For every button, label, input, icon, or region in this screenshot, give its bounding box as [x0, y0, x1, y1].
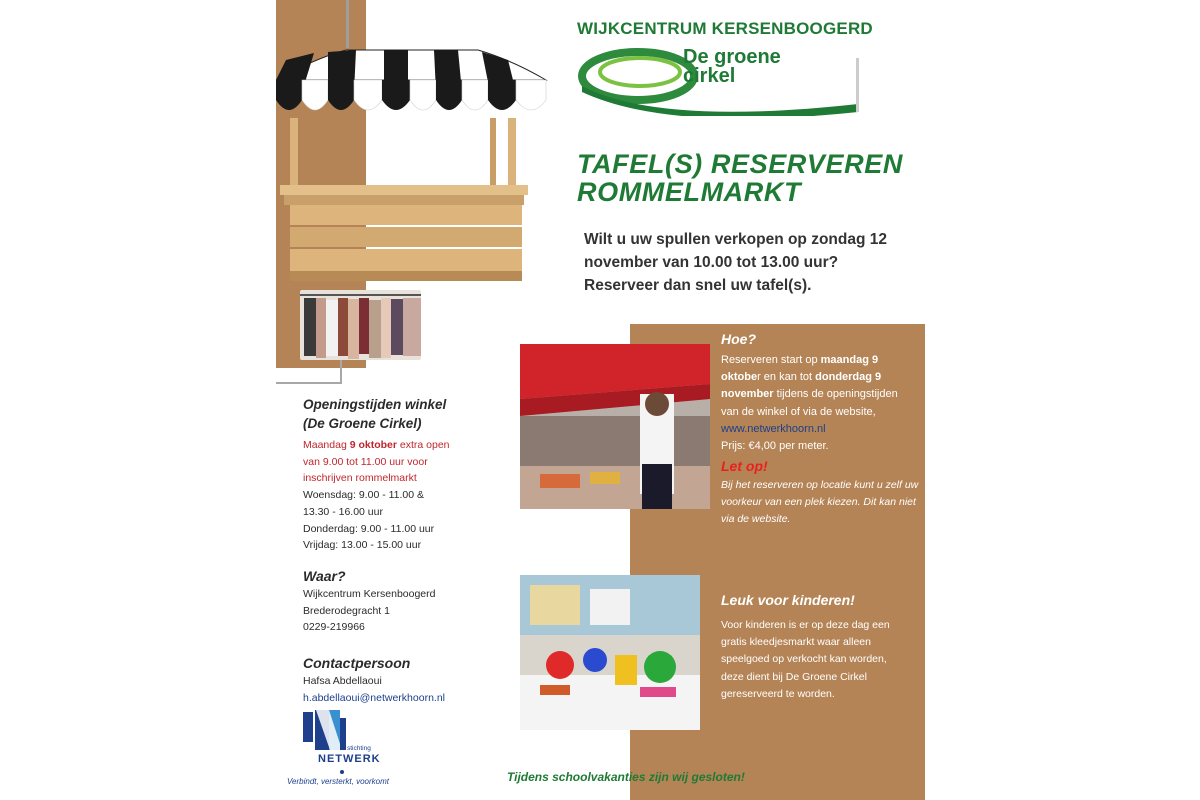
- logo-wordmark: [683, 48, 781, 86]
- phone-number: 0229-219966: [303, 621, 365, 633]
- divider-line: [276, 382, 342, 384]
- intro-text: Wilt u uw spullen verkopen op zondag 12 november van 10.00 tot 13.00 uur? Reserveer dan snel uw tafel(s).: [584, 231, 887, 294]
- title-line-2: ROMMELMARKT: [577, 177, 802, 207]
- price-text: Prijs: €4,00 per meter.: [721, 440, 829, 453]
- hoe-text-part: r en kan tot: [757, 371, 816, 384]
- netwerk-name: NETWERK: [318, 753, 381, 765]
- footer-closed-notice: Tijdens schoolvakanties zijn wij gesloten!: [507, 770, 745, 784]
- opening-heading-line-1: Openingstijden winkel: [303, 397, 447, 412]
- hours-line: Vrijdag: 13.00 - 15.00 uur: [303, 539, 422, 552]
- let-op-text: Bij het reserveren op locatie kunt u zelf uw voorkeur van een plek kiezen. Dit kan niet via de website.: [721, 479, 919, 526]
- hoe-text: [721, 352, 917, 455]
- website-link[interactable]: www.netwerkhoorn.nl: [721, 422, 826, 435]
- netwerk-tagline: Verbindt, versterkt, voorkomt: [287, 777, 389, 786]
- market-photo: [520, 344, 710, 509]
- hours-line: Woensdag: 9.00 - 11.00 &: [303, 489, 425, 501]
- contact-heading: Contactpersoon: [303, 655, 411, 671]
- hoe-text-part: Reserveren start op: [721, 354, 821, 366]
- hours-line: Donderdag: 9.00 - 11.00 uur: [303, 522, 435, 535]
- address-line: Wijkcentrum Kersenboogerd: [303, 588, 436, 600]
- logo-line-1: De groene: [683, 46, 781, 68]
- hoe-heading: Hoe?: [721, 331, 756, 347]
- contact-name: Hafsa Abdellaoui: [303, 675, 382, 687]
- page-title: [577, 150, 903, 206]
- opening-hours-list: [303, 487, 434, 554]
- hoe-text-part: tijdens de openingstijden van de winkel of via de website,: [721, 388, 898, 418]
- market-stall-illustration: [276, 0, 548, 285]
- hours-line: 13.30 - 16.00 uur: [303, 505, 383, 518]
- notice-part: extra open van 9.00 tot 11.00 uur voor inschrijven rommelmarkt: [303, 439, 450, 484]
- opening-hours-heading: [303, 395, 446, 433]
- notice-date: 9 oktober: [349, 439, 397, 451]
- let-op-heading: Let op!: [721, 458, 768, 474]
- logo-line-2: cirkel: [683, 65, 736, 87]
- toys-photo: [520, 575, 700, 730]
- netwerk-stichting-label: stichting: [347, 745, 371, 752]
- organization-name: WIJKCENTRUM KERSENBOOGERD: [577, 19, 873, 38]
- waar-heading: Waar?: [303, 568, 346, 584]
- address-block: [303, 586, 435, 636]
- notice-part: Maandag: [303, 439, 350, 451]
- kids-heading: Leuk voor kinderen!: [721, 592, 855, 608]
- address-line: Brederodegracht 1: [303, 604, 390, 617]
- contact-block: [303, 673, 445, 706]
- hoe-start-date: maandag 9 oktobe: [721, 354, 879, 384]
- extra-opening-notice: [303, 437, 463, 487]
- clothes-rack-photo: [300, 290, 421, 360]
- opening-heading-line-2: (De Groene Cirkel): [303, 416, 422, 431]
- hoe-end-date: donderdag 9 november: [721, 371, 882, 401]
- contact-email-link[interactable]: h.abdellaoui@netwerkhoorn.nl: [303, 691, 446, 704]
- kids-text: Voor kinderen is er op deze dag een gratis kleedjesmarkt waar alleen speelgoed op verkocht kan worden, deze dient bij De Groene Cirkel gereserveerd te worden.: [721, 619, 890, 700]
- title-line-1: TAFEL(S) RESERVEREN: [577, 149, 903, 179]
